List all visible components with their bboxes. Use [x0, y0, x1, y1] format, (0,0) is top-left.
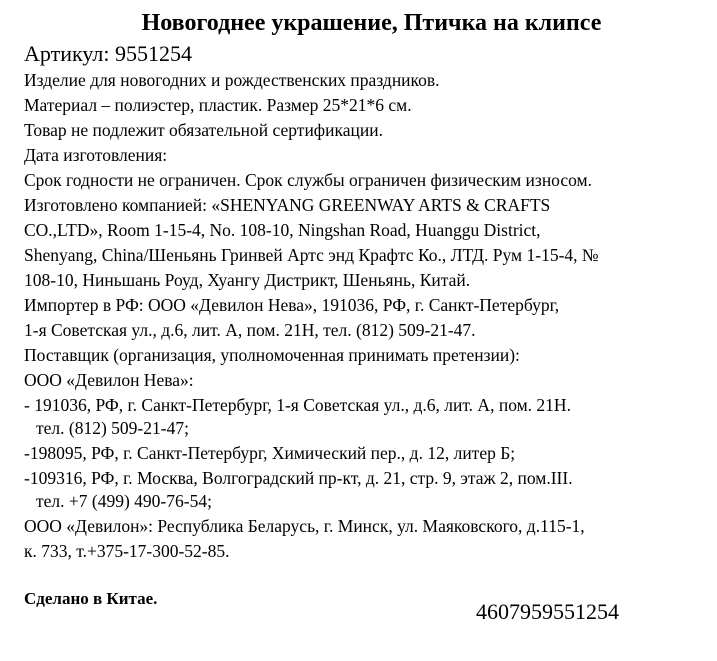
certification-line: Товар не подлежит обязательной сертификации. — [24, 120, 383, 140]
product-title: Новогоднее украшение, Птичка на клипсе — [141, 10, 602, 36]
manufacturer-line-1: Изготовлено компанией: «SHENYANG GREENWAY ARTS & CRAFTS — [24, 195, 551, 215]
belarus-office-line-2: к. 733, т.+375-17-300-52-85. — [24, 541, 230, 561]
supplier-address-spb-1: - 191036, РФ, г. Санкт-Петербург, 1-я Советская ул., д.6, лит. А, пом. 21Н. — [24, 395, 571, 415]
supplier-address-moscow: -109316, РФ, г. Москва, Волгоградский пр-кт, д. 21, стр. 9, этаж 2, пом.III. — [24, 468, 573, 488]
manufacturer-line-4: 108-10, Ниньшань Роуд, Хуангу Дистрикт, Шеньянь, Китай. — [24, 270, 471, 290]
importer-line-2: 1-я Советская ул., д.6, лит. А, пом. 21Н, тел. (812) 509-21-47. — [24, 320, 476, 340]
importer-line-1: Импортер в РФ: ООО «Девилон Нева», 191036, РФ, г. Санкт-Петербург, — [24, 295, 560, 315]
shelf-life-line: Срок годности не ограничен. Срок службы ограничен физическим износом. — [24, 170, 592, 190]
supplier-address-spb-2: -198095, РФ, г. Санкт-Петербург, Химический пер., д. 12, литер Б; — [24, 443, 516, 463]
manufacturer-line-2: CO.,LTD», Room 1-15-4, No. 108-10, Ningshan Road, Huanggu District, — [24, 220, 541, 240]
article-number: Артикул: 9551254 — [24, 41, 192, 66]
manufacture-date-line: Дата изготовления: — [24, 145, 168, 165]
barcode-number: 4607959551254 — [476, 599, 619, 624]
supplier-name: ООО «Девилон Нева»: — [24, 370, 194, 390]
supplier-phone-spb: тел. (812) 509-21-47; — [36, 418, 189, 438]
belarus-office-line-1: ООО «Девилон»: Республика Беларусь, г. Минск, ул. Маяковского, д.115-1, — [24, 516, 585, 536]
supplier-phone-moscow: тел. +7 (499) 490-76-54; — [36, 491, 212, 511]
purpose-line: Изделие для новогодних и рождественских праздников. — [24, 70, 440, 90]
material-line: Материал – полиэстер, пластик. Размер 25*21*6 см. — [24, 95, 412, 115]
country-of-origin: Сделано в Китае. — [24, 589, 158, 608]
supplier-heading: Поставщик (организация, уполномоченная принимать претензии): — [24, 345, 520, 365]
manufacturer-line-3: Shenyang, China/Шеньянь Гринвей Артс энд Крафтс Ко., ЛТД. Рум 1-15-4, № — [24, 245, 599, 265]
